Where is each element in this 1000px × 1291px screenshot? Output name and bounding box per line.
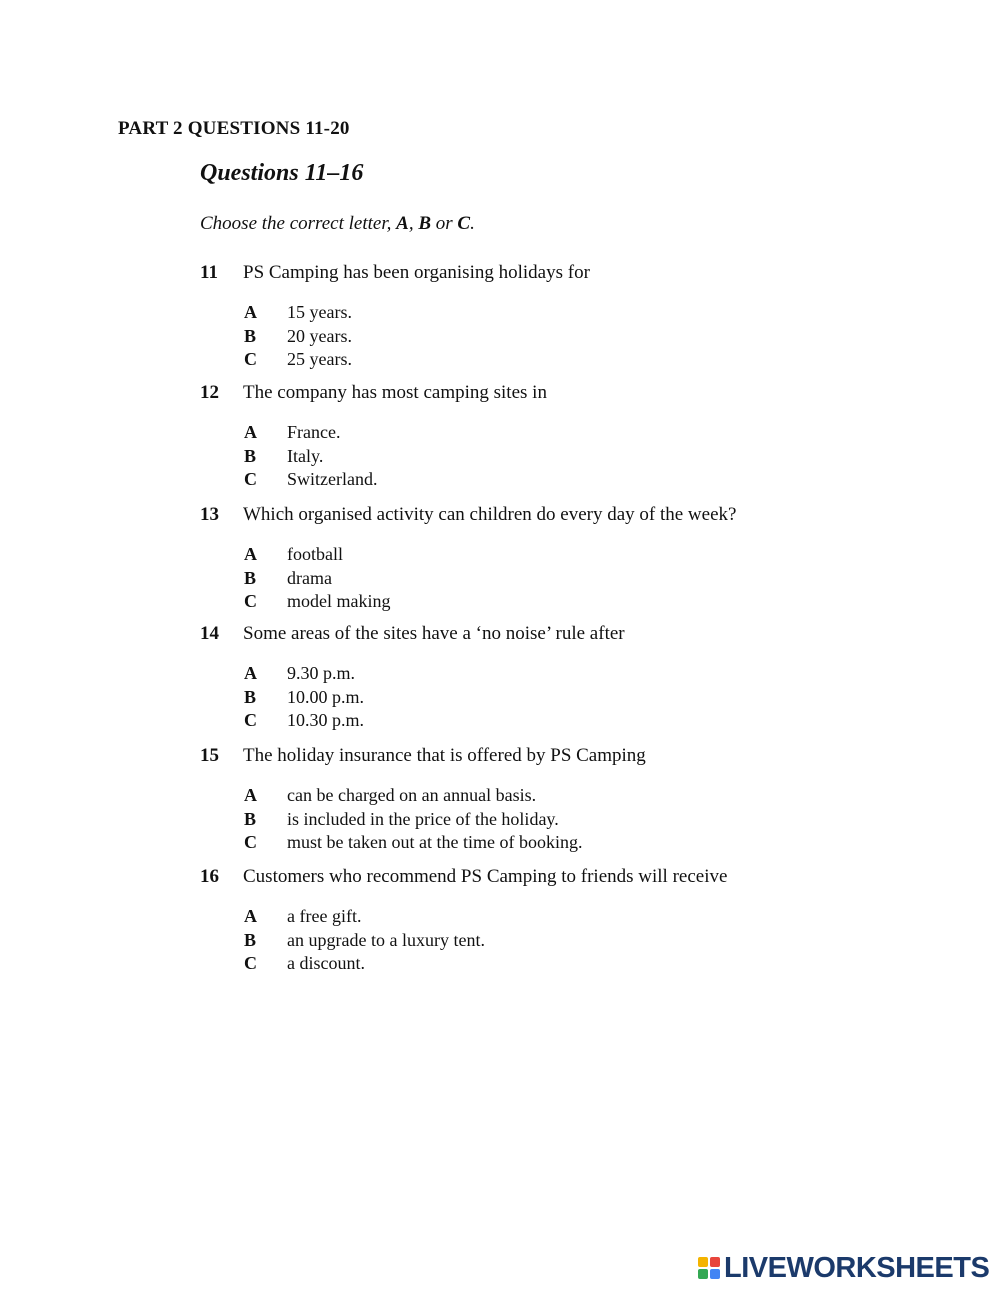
question-11 xyxy=(0,262,1000,373)
instruction-text: Choose the correct letter, xyxy=(200,213,397,234)
option-a[interactable] xyxy=(0,302,1000,326)
option-c[interactable] xyxy=(0,953,1000,977)
option-text: 10.00 p.m. xyxy=(287,686,365,707)
instruction-letter-c: C xyxy=(457,213,471,234)
option-letter: A xyxy=(244,663,257,683)
option-text: a discount. xyxy=(287,953,365,973)
option-text: an upgrade to a luxury tent. xyxy=(287,929,485,950)
liveworksheets-logo-icon xyxy=(698,1257,720,1279)
option-letter: A xyxy=(244,422,257,442)
question-number: 16 xyxy=(200,866,219,887)
question-13 xyxy=(0,504,1000,615)
option-letter: A xyxy=(244,544,257,564)
option-a[interactable] xyxy=(0,663,1000,687)
section-title: Questions 11–16 xyxy=(200,160,364,186)
question-text: PS Camping has been organising holidays for xyxy=(243,262,590,283)
question-number: 11 xyxy=(200,262,218,283)
option-a[interactable] xyxy=(0,785,1000,809)
option-a[interactable] xyxy=(0,906,1000,930)
option-text: 10.30 p.m. xyxy=(287,710,365,730)
question-text: Which organised activity can children do every day of the week? xyxy=(243,504,737,525)
option-c[interactable] xyxy=(0,710,1000,734)
option-b[interactable] xyxy=(0,446,1000,470)
option-letter: C xyxy=(244,591,257,611)
option-letter: C xyxy=(244,832,257,852)
option-b[interactable] xyxy=(0,930,1000,954)
option-text: model making xyxy=(287,591,391,611)
question-number: 13 xyxy=(200,504,219,525)
option-text: Italy. xyxy=(287,445,324,466)
instruction-or: or xyxy=(431,213,458,234)
question-number: 15 xyxy=(200,745,219,766)
option-letter: C xyxy=(244,349,257,369)
option-c[interactable] xyxy=(0,349,1000,373)
logo-square-icon xyxy=(698,1257,708,1267)
option-text: a free gift. xyxy=(287,906,362,926)
question-14 xyxy=(0,623,1000,734)
option-letter: C xyxy=(244,710,257,730)
logo-square-icon xyxy=(698,1269,708,1279)
option-text: 15 years. xyxy=(287,302,352,322)
instruction xyxy=(200,213,475,235)
option-text: Switzerland. xyxy=(287,469,378,489)
option-text: 20 years. xyxy=(287,325,352,346)
page-header: PART 2 QUESTIONS 11-20 xyxy=(118,118,350,139)
option-c[interactable] xyxy=(0,832,1000,856)
instruction-separator: , xyxy=(408,213,419,234)
question-text: The holiday insurance that is offered by PS Camping xyxy=(243,745,646,766)
option-a[interactable] xyxy=(0,544,1000,568)
option-text: is included in the price of the holiday. xyxy=(287,808,559,829)
option-text: 9.30 p.m. xyxy=(287,663,356,683)
option-text: can be charged on an annual basis. xyxy=(287,785,537,805)
option-c[interactable] xyxy=(0,591,1000,615)
option-c[interactable] xyxy=(0,469,1000,493)
question-12 xyxy=(0,382,1000,493)
question-text: Some areas of the sites have a ‘no noise’ rule after xyxy=(243,623,625,644)
option-text: must be taken out at the time of booking. xyxy=(287,832,583,852)
question-number: 12 xyxy=(200,382,219,403)
option-text: France. xyxy=(287,422,341,442)
option-b[interactable] xyxy=(0,687,1000,711)
option-letter: A xyxy=(244,906,257,926)
question-15 xyxy=(0,745,1000,856)
question-16 xyxy=(0,866,1000,977)
logo-text: LIVEWORKSHEETS xyxy=(724,1251,990,1284)
option-b[interactable] xyxy=(0,326,1000,350)
option-text: 25 years. xyxy=(287,349,352,369)
option-b[interactable] xyxy=(0,809,1000,833)
instruction-end: . xyxy=(470,213,475,234)
logo-square-icon xyxy=(710,1269,720,1279)
option-letter: B xyxy=(244,325,257,346)
option-letter: C xyxy=(244,469,257,489)
question-text: Customers who recommend PS Camping to friends will receive xyxy=(243,866,728,887)
option-letter: A xyxy=(244,302,257,322)
question-number: 14 xyxy=(200,623,219,644)
option-text: drama xyxy=(287,567,332,588)
instruction-letter-b: B xyxy=(418,213,431,234)
option-letter: B xyxy=(244,808,257,829)
option-letter: B xyxy=(244,686,257,707)
question-text: The company has most camping sites in xyxy=(243,382,547,403)
option-b[interactable] xyxy=(0,568,1000,592)
liveworksheets-logo[interactable] xyxy=(698,1252,989,1284)
option-text: football xyxy=(287,544,343,564)
option-letter: B xyxy=(244,445,257,466)
instruction-letter-a: A xyxy=(396,213,409,234)
option-letter: B xyxy=(244,929,257,950)
option-a[interactable] xyxy=(0,422,1000,446)
option-letter: B xyxy=(244,567,257,588)
option-letter: A xyxy=(244,785,257,805)
option-letter: C xyxy=(244,953,257,973)
logo-square-icon xyxy=(710,1257,720,1267)
